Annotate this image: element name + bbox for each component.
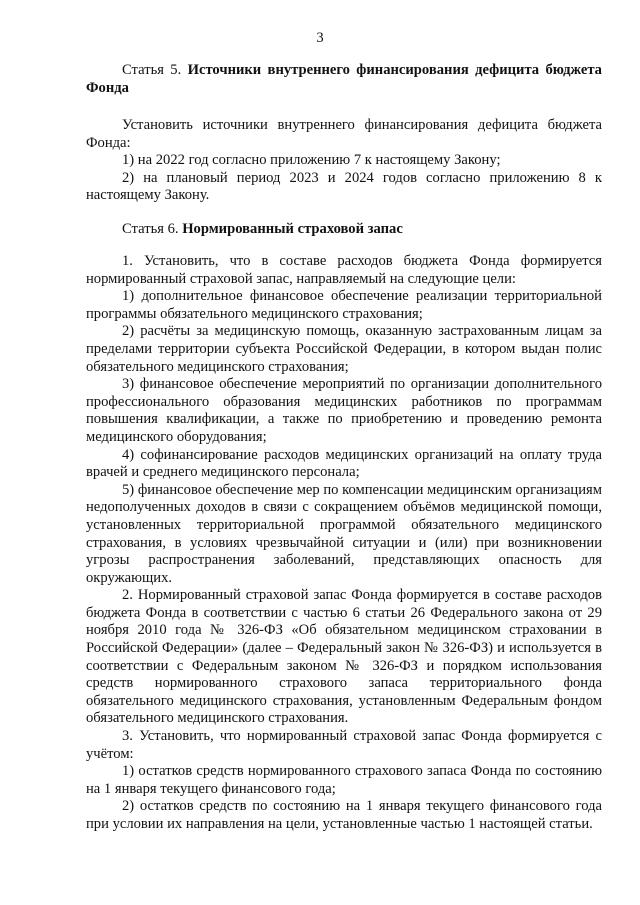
article-6-prefix: Статья 6. [122,221,179,237]
article-6-p1-item-5: 5) финансовое обеспечение мер по компенсации медицинским организациям недополученных доходов в связи с сокращением объёмов медицинской помощи, установленных территориальной программой обязательного медицинского страхования, в условиях чрезвычайной ситуации и (или) при возникновении угрозы распространения заболеваний, представляющих опасность для окружающих. [86,481,602,586]
article-6-paragraph-1: 1. Установить, что в составе расходов бюджета Фонда формируется нормированный страховой запас, направляемый на следующие цели: [86,253,602,287]
article-6-p3-item-2: 2) остатков средств по состоянию на 1 января текущего финансового года при условии их направления на цели, установленные частью 1 настоящей статьи. [86,798,602,832]
article-6-p1-item-1: 1) дополнительное финансовое обеспечение реализации территориальной программы обязательного медицинского страхования; [86,288,602,322]
article-6-p1-item-2: 2) расчёты за медицинскую помощь, оказанную застрахованным лицам за пределами территории субъекта Российской Федерации, в котором выдан полис обязательного медицинского страхования; [86,323,602,375]
article-5-item-1: 1) на 2022 год согласно приложению 7 к настоящему Закону; [122,152,501,169]
article-6-paragraph-2: 2. Нормированный страховой запас Фонда формируется в составе расходов бюджета Фонда в соответствии с частью 6 статьи 26 Федерального закона от 29 ноября 2010 года № 326-ФЗ «Об обязательном медицинском страховании в Российской Федерации» (далее – Федеральный закон № 326-ФЗ) и используется в соответствии с Федеральным законом № 326-ФЗ и порядком использования средств нормированного страхового запаса территориального фонда обязательного медицинского страхования, установленным Федеральным фондом обязательного медицинского страхования. [86,587,602,727]
article-6-p1-item-3: 3) финансовое обеспечение мероприятий по организации дополнительного профессионального образования медицинских работников по программам повышения квалификации, а также по приобретению и проведению ремонта медицинского оборудования; [86,376,602,445]
page-number: 3 [316,30,324,46]
article-6 [86,221,602,239]
article-6-p3-item-1: 1) остатков средств нормированного страхового запаса Фонда по состоянию на 1 января текущего финансового года; [86,763,602,797]
article-6-paragraph-3: 3. Установить, что нормированный страховой запас Фонда формируется с учётом: [86,728,602,762]
article-6-title: Нормированный страховой запас [182,221,403,237]
article-6-heading [86,221,602,239]
article-5-prefix: Статья 5. [122,62,182,78]
article-5-title: Источники внутреннего финансирования дефицита бюджета Фонда [86,62,602,96]
article-6-p1-item-4: 4) софинансирование расходов медицинских организаций на оплату труда врачей и среднего медицинского персонала; [86,446,602,481]
article-5 [86,62,602,97]
article-5-item-2: 2) на плановый период 2023 и 2024 годов согласно приложению 8 к настоящему Закону. [86,169,602,204]
article-5-intro: Установить источники внутреннего финансирования дефицита бюджета Фонда: [86,117,602,151]
article-5-heading [86,62,602,97]
article-5-body [86,117,602,205]
article-6-body [86,253,602,834]
